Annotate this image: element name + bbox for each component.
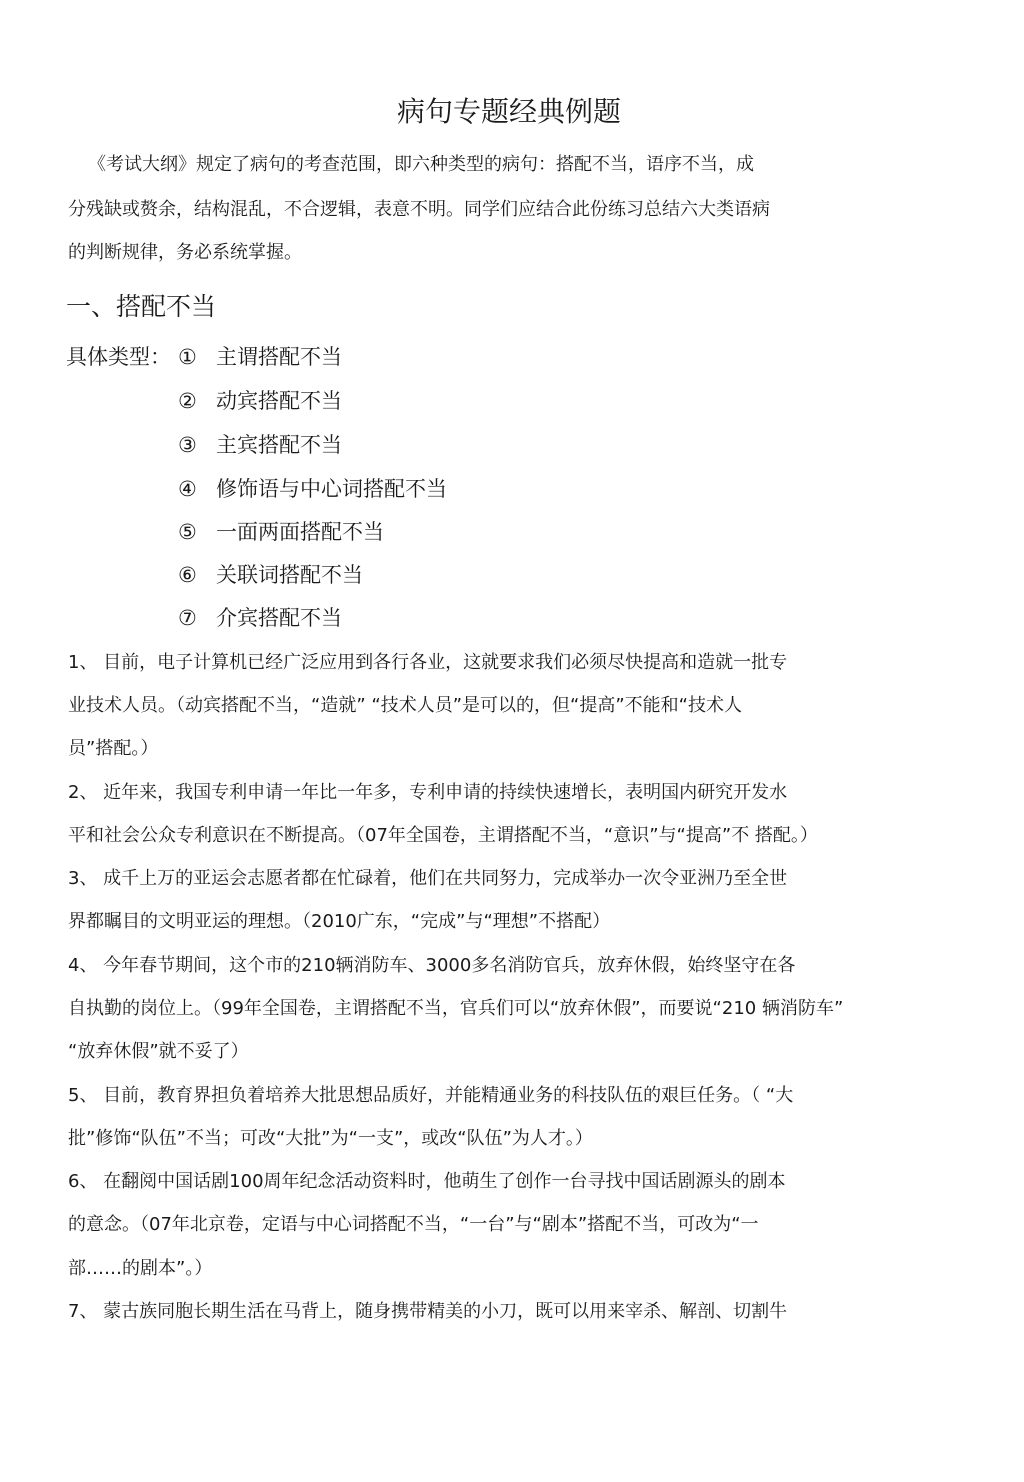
type-number: ② (178, 389, 197, 413)
example-line: 7、 蒙古族同胞长期生活在马背上，随身携带精美的小刀，既可以用来宰杀、解剖、切割牛 (68, 1301, 788, 1322)
section-heading: 一、搭配不当 (66, 292, 217, 321)
type-item (178, 342, 342, 372)
example-line: 1、 目前，电子计算机已经广泛应用到各行各业，这就要求我们必须尽快提高和造就一批专 (68, 652, 788, 673)
type-text: 修饰语与中心词搭配不当 (216, 477, 447, 501)
example-line: 4、 今年春节期间，这个市的210辆消防车、3000多名消防官兵，放弃休假，始终坚守在各 (68, 955, 796, 976)
type-item (178, 517, 384, 547)
type-number: ④ (178, 477, 197, 501)
type-number: ⑥ (178, 563, 197, 587)
example-line: “放弃休假”就不妥了） (68, 1041, 249, 1062)
type-item (178, 560, 363, 590)
type-number: ③ (178, 433, 197, 457)
type-text: 一面两面搭配不当 (216, 520, 384, 544)
type-text: 介宾搭配不当 (216, 606, 342, 630)
example-line: 自执勤的岗位上。（99年全国卷，主谓搭配不当，官兵们可以“放弃休假”，而要说“210 辆消防车” (68, 998, 844, 1019)
type-number: ① (178, 345, 197, 369)
type-number: ⑦ (178, 606, 197, 630)
intro-line: 分残缺或赘余，结构混乱，不合逻辑，表意不明。同学们应结合此份练习总结六大类语病 (68, 199, 770, 220)
document-title-text: 病句专题经典例题 (396, 95, 621, 128)
intro-line: 的判断规律，务必系统掌握。 (68, 242, 302, 263)
type-text: 主谓搭配不当 (216, 345, 342, 369)
type-item (178, 386, 342, 416)
example-line: 批”修饰“队伍”不当；可改“大批”为“一支”，或改“队伍”为人才。） (68, 1128, 593, 1149)
example-line: 平和社会公众专利意识在不断提高。（07年全国卷，主谓搭配不当，“意识”与“提高”不 搭配。） (68, 825, 818, 846)
example-line: 部……的剧本”。） (68, 1258, 213, 1279)
type-item (178, 474, 447, 504)
example-line: 的意念。（07年北京卷，定语与中心词搭配不当，“一台”与“剧本”搭配不当，可改为“一 (68, 1214, 759, 1235)
type-text: 动宾搭配不当 (216, 389, 342, 413)
types-label: 具体类型： (66, 345, 171, 369)
type-item (178, 603, 342, 633)
example-line: 员”搭配。） (68, 738, 159, 759)
intro-line: 《考试大纲》规定了病句的考查范围，即六种类型的病句：搭配不当，语序不当，成 (88, 154, 754, 175)
example-line: 6、 在翻阅中国话剧100周年纪念活动资料时，他萌生了创作一台寻找中国话剧源头的剧本 (68, 1171, 786, 1192)
type-text: 关联词搭配不当 (216, 563, 363, 587)
example-line: 业技术人员。（动宾搭配不当，“造就” “技术人员”是可以的，但“提高”不能和“技术人 (68, 695, 742, 716)
example-line: 界都瞩目的文明亚运的理想。（2010广东，“完成”与“理想”不搭配） (68, 911, 611, 932)
example-line: 3、 成千上万的亚运会志愿者都在忙碌着，他们在共同努力，完成举办一次令亚洲乃至全世 (68, 868, 788, 889)
example-line: 5、 目前，教育界担负着培养大批思想品质好，并能精通业务的科技队伍的艰巨任务。（ “大 (68, 1085, 794, 1106)
type-text: 主宾搭配不当 (216, 433, 342, 457)
type-number: ⑤ (178, 520, 197, 544)
type-item (178, 430, 342, 460)
example-line: 2、 近年来，我国专利申请一年比一年多，专利申请的持续快速增长，表明国内研究开发水 (68, 782, 788, 803)
document-title (0, 92, 1024, 132)
